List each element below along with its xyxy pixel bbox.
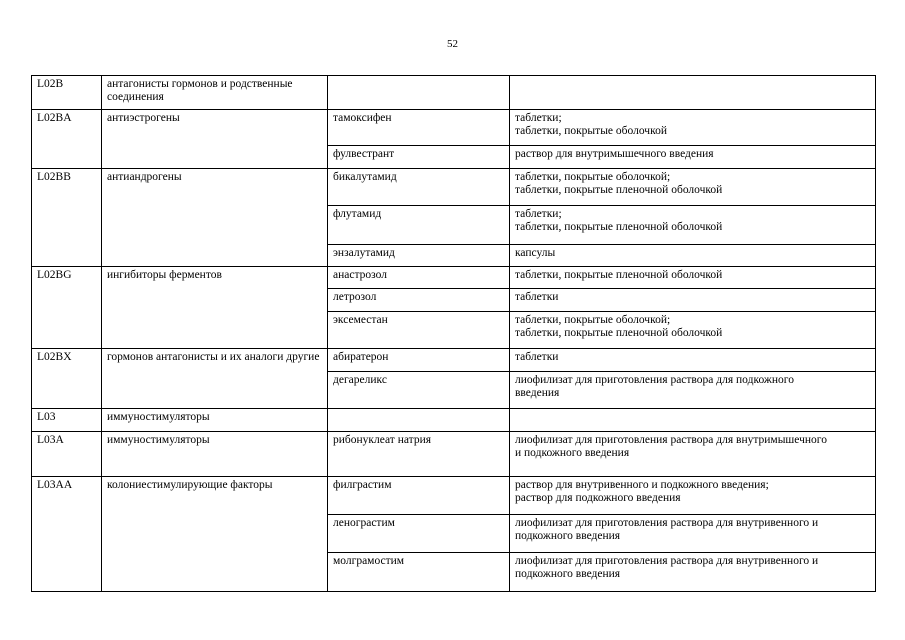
drug-name-cell: филграстим bbox=[328, 477, 510, 515]
dosage-form-cell: раствор для внутримышечного введения bbox=[510, 146, 876, 169]
group-name-cell: гормонов антагонисты и их аналоги другие bbox=[102, 349, 328, 409]
dosage-form-cell: таблетки bbox=[510, 349, 876, 372]
table-row bbox=[32, 267, 876, 289]
table-row bbox=[32, 477, 876, 515]
page-number: 52 bbox=[447, 38, 458, 50]
drug-name-cell: ленограстим bbox=[328, 515, 510, 553]
dosage-form-cell: лиофилизат для приготовления раствора для внутримышечного и подкожного введения bbox=[510, 432, 876, 477]
drug-name-cell bbox=[328, 76, 510, 110]
table-row bbox=[32, 409, 876, 432]
group-name-cell: антиандрогены bbox=[102, 169, 328, 267]
drug-name-cell: флутамид bbox=[328, 206, 510, 245]
table-row bbox=[32, 349, 876, 372]
drug-name-cell: анастрозол bbox=[328, 267, 510, 289]
drug-name-cell: тамоксифен bbox=[328, 110, 510, 146]
atc-code-cell: L03 bbox=[32, 409, 102, 432]
table-row bbox=[32, 110, 876, 146]
dosage-form-cell bbox=[510, 76, 876, 110]
dosage-form-cell: раствор для внутривенного и подкожного введения; раствор для подкожного введения bbox=[510, 477, 876, 515]
drug-name-cell: эксеместан bbox=[328, 312, 510, 349]
dosage-form-cell: таблетки, покрытые пленочной оболочкой bbox=[510, 267, 876, 289]
drug-name-cell: молграмостим bbox=[328, 553, 510, 592]
atc-code-cell: L03A bbox=[32, 432, 102, 477]
table-row bbox=[32, 432, 876, 477]
dosage-form-cell: таблетки, покрытые оболочкой; таблетки, покрытые пленочной оболочкой bbox=[510, 169, 876, 206]
dosage-form-cell: лиофилизат для приготовления раствора для подкожного введения bbox=[510, 372, 876, 409]
group-name-cell: антиэстрогены bbox=[102, 110, 328, 169]
atc-code-cell: L03AA bbox=[32, 477, 102, 592]
drug-name-cell: рибонуклеат натрия bbox=[328, 432, 510, 477]
drug-name-cell: бикалутамид bbox=[328, 169, 510, 206]
table-row bbox=[32, 169, 876, 206]
atc-code-cell: L02BG bbox=[32, 267, 102, 349]
atc-code-cell: L02BX bbox=[32, 349, 102, 409]
drug-name-cell bbox=[328, 409, 510, 432]
atc-code-cell: L02B bbox=[32, 76, 102, 110]
drug-name-cell: абиратерон bbox=[328, 349, 510, 372]
atc-code-cell: L02BA bbox=[32, 110, 102, 169]
drug-name-cell: летрозол bbox=[328, 289, 510, 312]
table-row bbox=[32, 76, 876, 110]
group-name-cell: иммуностимуляторы bbox=[102, 409, 328, 432]
atc-code-cell: L02BB bbox=[32, 169, 102, 267]
drug-name-cell: фулвестрант bbox=[328, 146, 510, 169]
dosage-form-cell: лиофилизат для приготовления раствора для внутривенного и подкожного введения bbox=[510, 553, 876, 592]
dosage-form-cell: таблетки; таблетки, покрытые оболочкой bbox=[510, 110, 876, 146]
drug-name-cell: энзалутамид bbox=[328, 245, 510, 267]
drug-table bbox=[31, 75, 876, 592]
group-name-cell: иммуностимуляторы bbox=[102, 432, 328, 477]
drug-name-cell: дегареликс bbox=[328, 372, 510, 409]
dosage-form-cell: лиофилизат для приготовления раствора для внутривенного и подкожного введения bbox=[510, 515, 876, 553]
dosage-form-cell: таблетки; таблетки, покрытые пленочной оболочкой bbox=[510, 206, 876, 245]
dosage-form-cell: таблетки, покрытые оболочкой; таблетки, покрытые пленочной оболочкой bbox=[510, 312, 876, 349]
dosage-form-cell: таблетки bbox=[510, 289, 876, 312]
group-name-cell: ингибиторы ферментов bbox=[102, 267, 328, 349]
group-name-cell: антагонисты гормонов и родственные соединения bbox=[102, 76, 328, 110]
dosage-form-cell: капсулы bbox=[510, 245, 876, 267]
group-name-cell: колониестимулирующие факторы bbox=[102, 477, 328, 592]
dosage-form-cell bbox=[510, 409, 876, 432]
